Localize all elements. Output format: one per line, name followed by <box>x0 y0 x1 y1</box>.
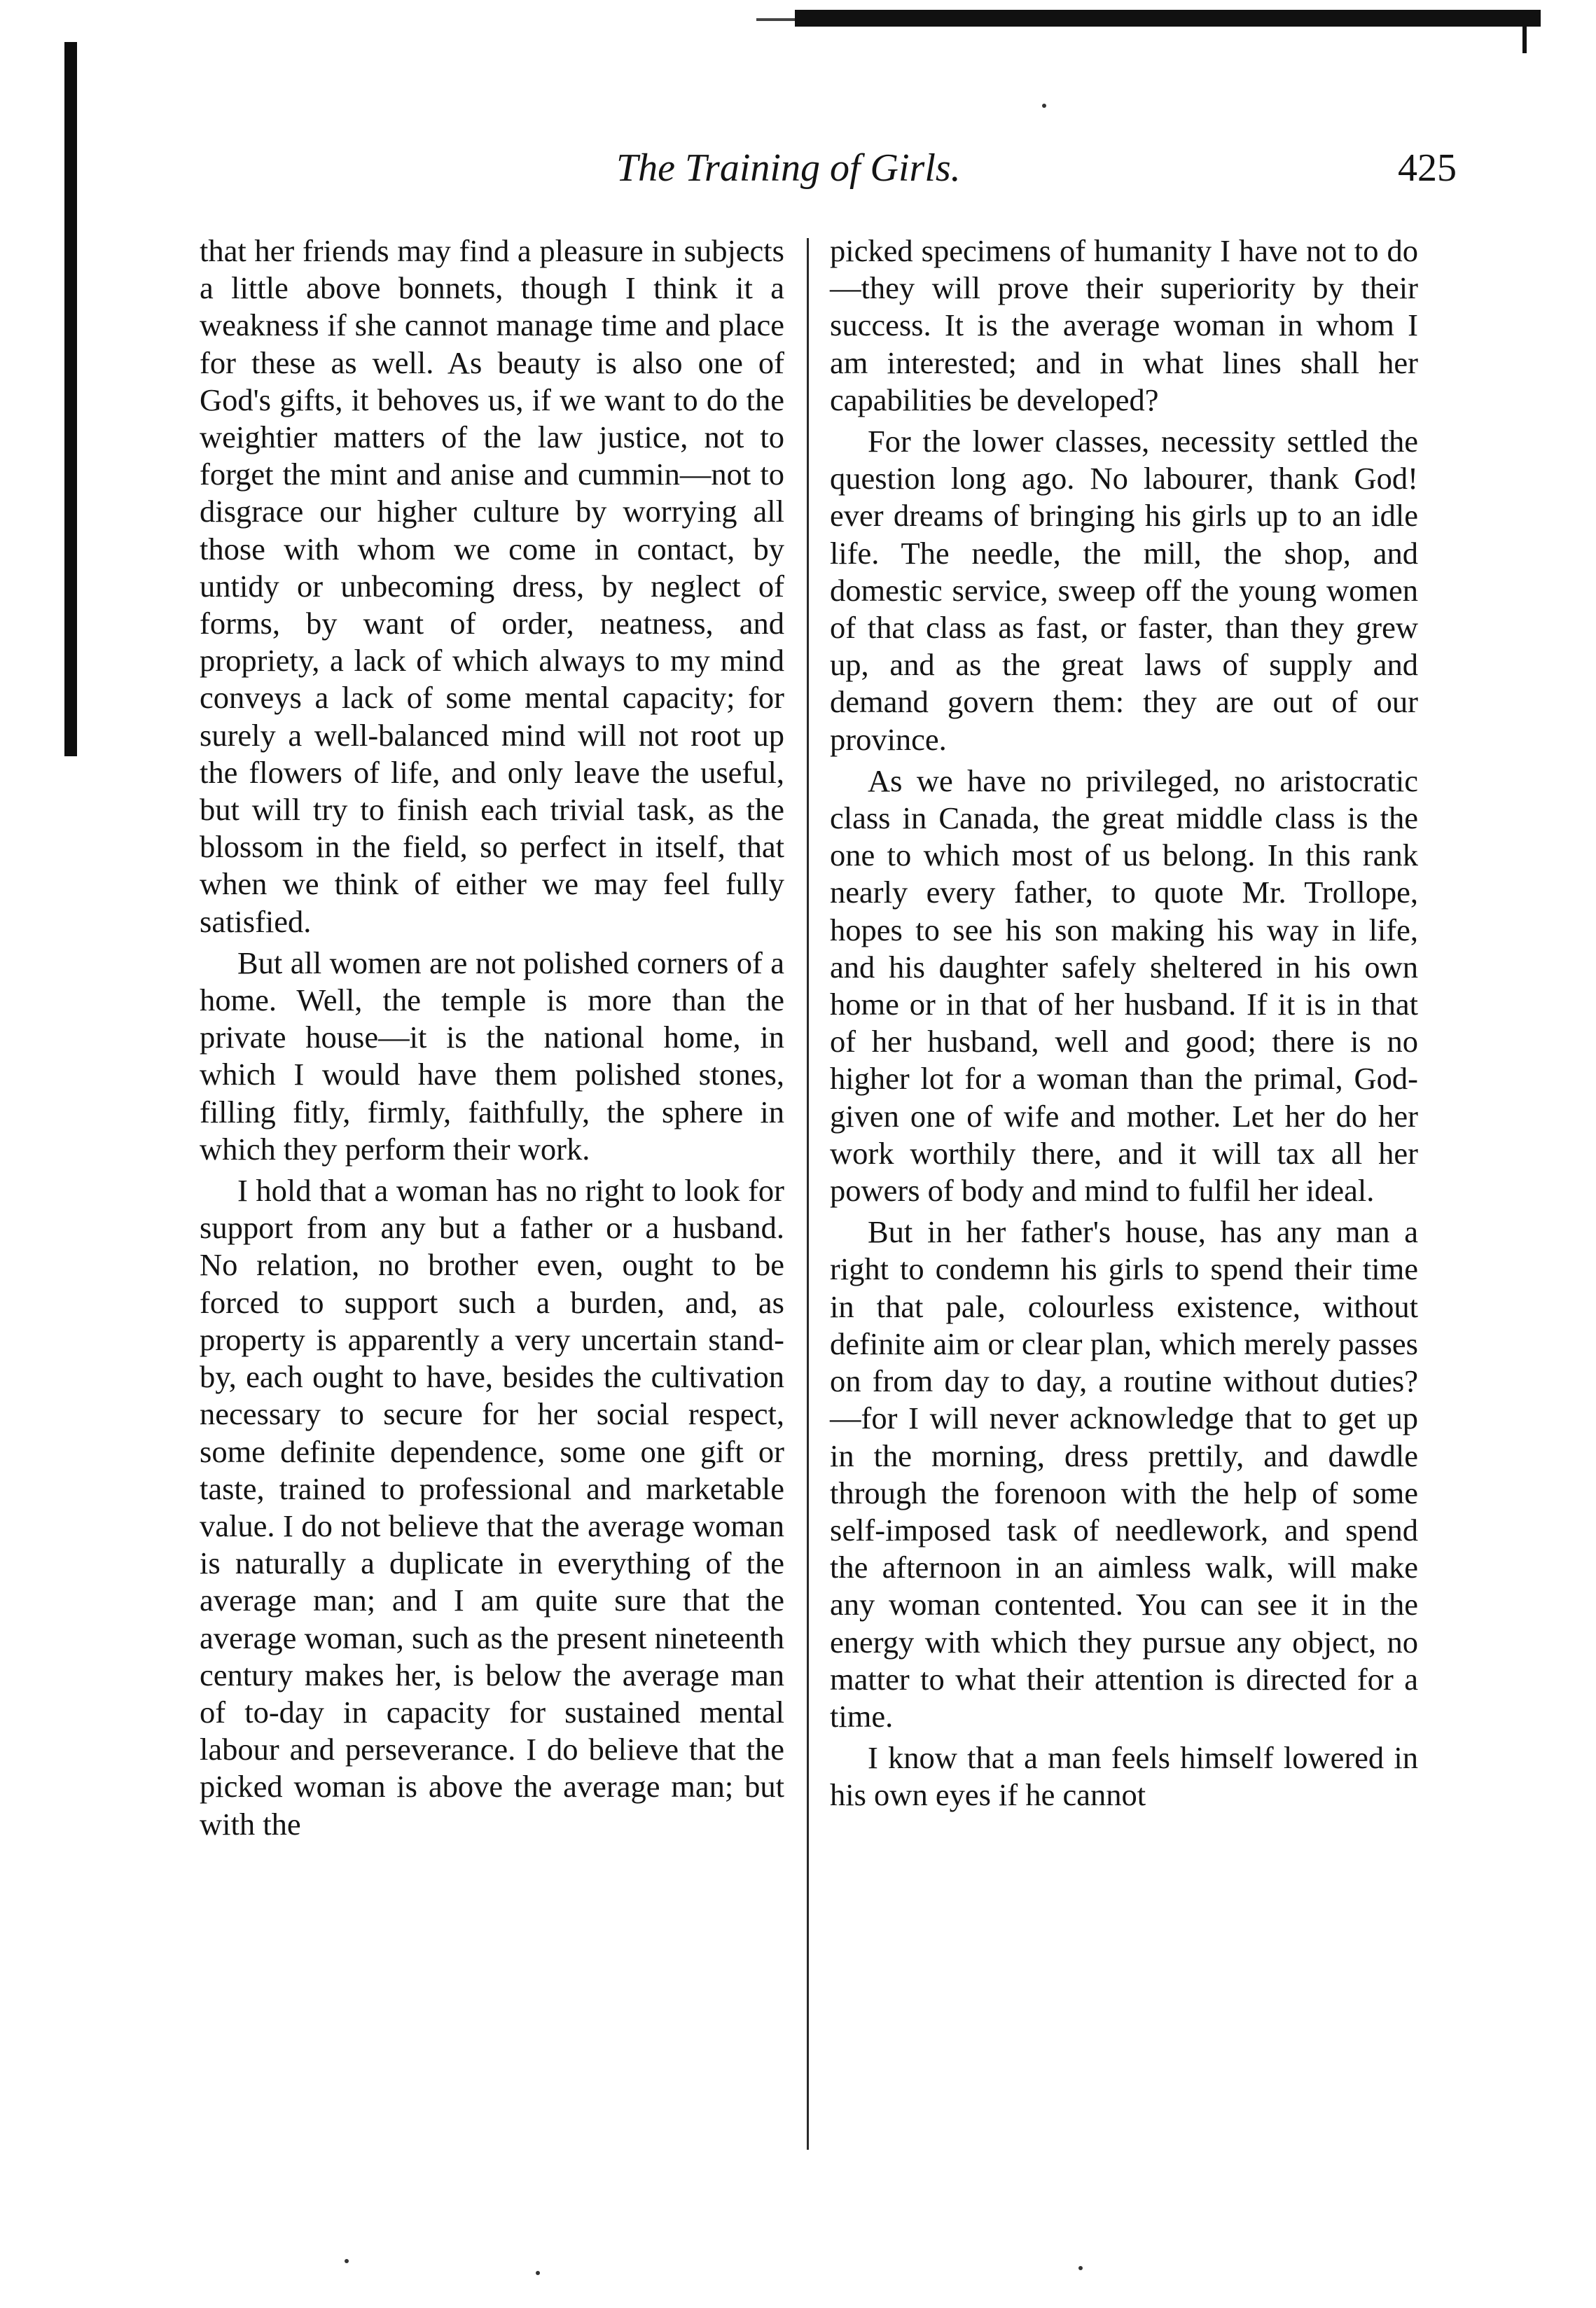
right-column <box>830 232 1418 1814</box>
paragraph: For the lower classes, necessity settled the question long ago. No labourer, thank God! ever dreams of bringing his girls up to an idle life. The needle, the mill, the shop, and domestic service, sweep off the young women of that class as fast, or faster, than they grew up, and as the great laws of supply and demand govern them: they are out of our province. <box>830 424 1418 757</box>
paragraph: But in her father's house, has any man a right to condemn his girls to spend their time in that pale, colourless existence, without definite aim or clear plan, which merely passes on from day to day, a routine without duties?—for I will never acknowledge that to get up in the morning, dress prettily, and dawdle through the forenoon with the help of some self-imposed task of needlework, and spend the afternoon in an aimless walk, will make any woman contented. You can see it in the energy with which they pursue any object, no matter to what their attention is directed for a time. <box>830 1214 1418 1734</box>
column-divider <box>807 238 809 2150</box>
page-number: 425 <box>1398 146 1457 190</box>
page-header <box>0 144 1596 200</box>
paragraph: that her friends may find a pleasure in subjects a little above bonnets, though I think it a weakness if she cannot manage time and place for these as well. As beauty is also one of God's gifts, it behoves us, if we want to do the weightier matters of the law justice, not to forget the mint and anise and cummin—not to disgrace our higher culture by worrying all those with whom we come in contact, by untidy or unbecoming dress, by neglect of forms, by want of order, neatness, and propriety, a lack of which always to my mind conveys a lack of some mental capacity; for surely a well-balanced mind will not root up the flowers of life, and only leave the useful, but will try to finish each trivial task, as the blossom in the field, so perfect in itself, that when we think of either we may feel fully satisfied. <box>200 233 784 939</box>
paragraph: picked specimens of humanity I have not to do—they will prove their superiority by their success. It is the average woman in whom I am interested; and in what lines shall her capabilities be developed? <box>830 233 1418 417</box>
print-speck <box>1042 104 1046 108</box>
print-speck <box>1078 2266 1083 2270</box>
top-border-tail <box>1522 20 1527 53</box>
paragraph: As we have no privileged, no aristocratic class in Canada, the great middle class is the one to which most of us belong. In this rank nearly every father, to quote Mr. Trollope, hopes to see his son making his way in life, and his daughter safely sheltered in his own home or in that of her husband. If it is in that of her husband, well and good; there is no higher lot for a woman than the primal, God-given one of wife and mother. Let her do her work worthily there, and it will tax all her powers of body and mind to fulfil her ideal. <box>830 763 1418 1209</box>
paragraph: But all women are not polished corners of a home. Well, the temple is more than the private house—it is the national home, in which I would have them polished stones, filling fitly, firmly, faithfully, the sphere in which they perform their work. <box>200 945 784 1167</box>
paragraph: I hold that a woman has no right to look for support from any but a father or a husband. No relation, no brother even, ought to be forced to support such a burden, and, as property is apparently a very uncertain stand-by, each ought to have, besides the cultivation necessary to secure for her social respect, some definite dependence, some one gift or taste, trained to professional and marketable value. I do not believe that the average woman is naturally a duplicate in everything of the average man; and I am quite sure that the average woman, such as the present nineteenth century makes her, is below the average man of to-day in capacity for sustained mental labour and perseverance. I do believe that the picked woman is above the average man; but with the <box>200 1173 784 1842</box>
top-border-line <box>795 10 1541 27</box>
running-title: The Training of Girls. <box>616 146 961 190</box>
paragraph: I know that a man feels himself lowered in his own eyes if he cannot <box>830 1740 1418 1813</box>
print-speck <box>536 2271 540 2275</box>
print-speck <box>345 2259 349 2263</box>
left-column <box>200 232 784 1843</box>
top-border-thin-line <box>756 18 798 21</box>
